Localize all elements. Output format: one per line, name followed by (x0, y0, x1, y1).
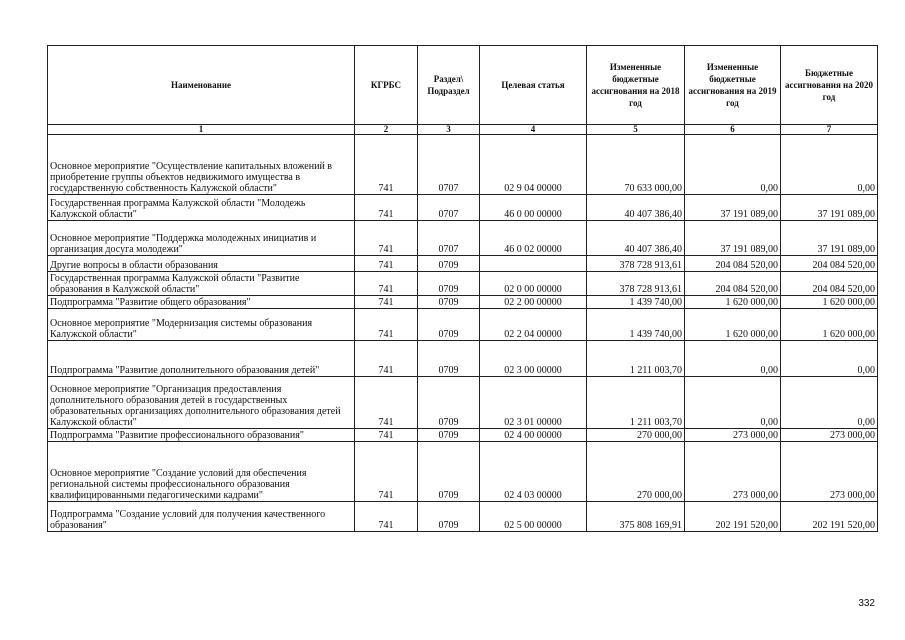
table-row (48, 221, 878, 256)
cell-y2020: 37 191 089,00 (781, 221, 878, 256)
cell-y2018: 270 000,00 (587, 442, 685, 502)
cell-y2020: 0,00 (781, 341, 878, 377)
cell-section: 0709 (418, 442, 480, 502)
cell-target (480, 256, 587, 272)
column-number-row (48, 125, 878, 135)
cell-y2018: 1 439 740,00 (587, 296, 685, 309)
cell-y2020: 37 191 089,00 (781, 195, 878, 221)
cell-y2018: 378 728 913,61 (587, 272, 685, 296)
cell-y2019: 202 191 520,00 (685, 502, 781, 532)
cell-y2020: 273 000,00 (781, 429, 878, 442)
header-kgrbs: КГРБС (355, 46, 418, 125)
cell-section: 0709 (418, 341, 480, 377)
cell-y2019: 204 084 520,00 (685, 256, 781, 272)
header-name: Наименование (48, 46, 355, 125)
header-2018: Измененные бюджетные ассигнования на 2018 год (587, 46, 685, 125)
cell-kgrbs: 741 (355, 429, 418, 442)
cell-target: 02 3 00 00000 (480, 341, 587, 377)
cell-kgrbs: 741 (355, 296, 418, 309)
cell-kgrbs: 741 (355, 309, 418, 341)
cell-name: Подпрограмма "Развитие профессионального образования" (48, 429, 355, 442)
cell-y2020: 0,00 (781, 377, 878, 429)
cell-section: 0709 (418, 309, 480, 341)
cell-target: 02 4 00 00000 (480, 429, 587, 442)
header-section: Раздел\ Подраздел (418, 46, 480, 125)
cell-name: Другие вопросы в области образования (48, 256, 355, 272)
cell-y2020: 204 084 520,00 (781, 272, 878, 296)
cell-name: Основное мероприятие "Осуществление капитальных вложений в приобретение группы объектов недвижимого имущества в государственную собственность Калужской области" (48, 135, 355, 195)
cell-name: Подпрограмма "Развитие общего образования" (48, 296, 355, 309)
cell-target: 02 0 00 00000 (480, 272, 587, 296)
cell-kgrbs: 741 (355, 135, 418, 195)
column-number: 3 (418, 125, 480, 135)
cell-kgrbs: 741 (355, 377, 418, 429)
cell-target: 02 4 03 00000 (480, 442, 587, 502)
cell-section: 0707 (418, 195, 480, 221)
cell-section: 0709 (418, 502, 480, 532)
cell-section: 0707 (418, 221, 480, 256)
table-row (48, 442, 878, 502)
cell-target: 02 9 04 00000 (480, 135, 587, 195)
column-number: 1 (48, 125, 355, 135)
cell-y2018: 1 211 003,70 (587, 341, 685, 377)
cell-y2018: 1 439 740,00 (587, 309, 685, 341)
cell-y2019: 1 620 000,00 (685, 296, 781, 309)
cell-y2019: 273 000,00 (685, 442, 781, 502)
cell-section: 0709 (418, 256, 480, 272)
cell-kgrbs: 741 (355, 256, 418, 272)
cell-name: Основное мероприятие "Поддержка молодежных инициатив и организация досуга молодежи" (48, 221, 355, 256)
cell-y2019: 204 084 520,00 (685, 272, 781, 296)
table-header-row (48, 46, 878, 125)
cell-y2018: 1 211 003,70 (587, 377, 685, 429)
cell-section: 0709 (418, 429, 480, 442)
header-2019: Измененные бюджетные ассигнования на 2019 год (685, 46, 781, 125)
table-row (48, 429, 878, 442)
table-body (48, 135, 878, 532)
table-row (48, 195, 878, 221)
cell-name: Основное мероприятие "Организация предоставления дополнительного образования детей в государственных образовательных организациях дополнительного образования детей Калужской области" (48, 377, 355, 429)
page-number: 332 (858, 598, 875, 609)
cell-kgrbs: 741 (355, 195, 418, 221)
cell-name: Государственная программа Калужской области "Молодежь Калужской области" (48, 195, 355, 221)
cell-target: 02 2 00 00000 (480, 296, 587, 309)
cell-y2020: 204 084 520,00 (781, 256, 878, 272)
cell-y2020: 1 620 000,00 (781, 296, 878, 309)
budget-table (47, 45, 878, 532)
cell-y2018: 40 407 386,40 (587, 195, 685, 221)
table-row (48, 502, 878, 532)
column-number: 5 (587, 125, 685, 135)
cell-name: Подпрограмма "Развитие дополнительного образования детей" (48, 341, 355, 377)
table-row (48, 256, 878, 272)
cell-target: 46 0 00 00000 (480, 195, 587, 221)
cell-y2018: 270 000,00 (587, 429, 685, 442)
table-row (48, 272, 878, 296)
cell-name: Подпрограмма "Создание условий для получения качественного образования" (48, 502, 355, 532)
cell-name: Основное мероприятие "Модернизация системы образования Калужской области" (48, 309, 355, 341)
cell-y2020: 273 000,00 (781, 442, 878, 502)
cell-section: 0709 (418, 296, 480, 309)
table-row (48, 296, 878, 309)
cell-target: 46 0 02 00000 (480, 221, 587, 256)
column-number: 6 (685, 125, 781, 135)
column-number: 7 (781, 125, 878, 135)
cell-y2019: 0,00 (685, 377, 781, 429)
cell-y2020: 202 191 520,00 (781, 502, 878, 532)
cell-name: Основное мероприятие "Создание условий для обеспечения региональной системы профессионального образования квалифицированными педагогическими кадрами" (48, 442, 355, 502)
cell-y2019: 37 191 089,00 (685, 195, 781, 221)
cell-kgrbs: 741 (355, 272, 418, 296)
cell-y2019: 273 000,00 (685, 429, 781, 442)
header-2020: Бюджетные ассигнования на 2020 год (781, 46, 878, 125)
table-row (48, 341, 878, 377)
cell-kgrbs: 741 (355, 341, 418, 377)
cell-y2018: 40 407 386,40 (587, 221, 685, 256)
cell-section: 0709 (418, 377, 480, 429)
cell-y2020: 1 620 000,00 (781, 309, 878, 341)
cell-name: Государственная программа Калужской области "Развитие образования в Калужской области" (48, 272, 355, 296)
cell-y2019: 0,00 (685, 135, 781, 195)
cell-y2019: 37 191 089,00 (685, 221, 781, 256)
cell-y2018: 70 633 000,00 (587, 135, 685, 195)
cell-y2019: 1 620 000,00 (685, 309, 781, 341)
header-target: Целевая статья (480, 46, 587, 125)
cell-y2019: 0,00 (685, 341, 781, 377)
cell-section: 0707 (418, 135, 480, 195)
column-number: 2 (355, 125, 418, 135)
cell-y2020: 0,00 (781, 135, 878, 195)
cell-kgrbs: 741 (355, 221, 418, 256)
column-number: 4 (480, 125, 587, 135)
cell-y2018: 375 808 169,91 (587, 502, 685, 532)
cell-target: 02 5 00 00000 (480, 502, 587, 532)
cell-kgrbs: 741 (355, 502, 418, 532)
cell-target: 02 2 04 00000 (480, 309, 587, 341)
table-row (48, 135, 878, 195)
cell-section: 0709 (418, 272, 480, 296)
table-row (48, 309, 878, 341)
cell-kgrbs: 741 (355, 442, 418, 502)
cell-y2018: 378 728 913,61 (587, 256, 685, 272)
table-row (48, 377, 878, 429)
cell-target: 02 3 01 00000 (480, 377, 587, 429)
